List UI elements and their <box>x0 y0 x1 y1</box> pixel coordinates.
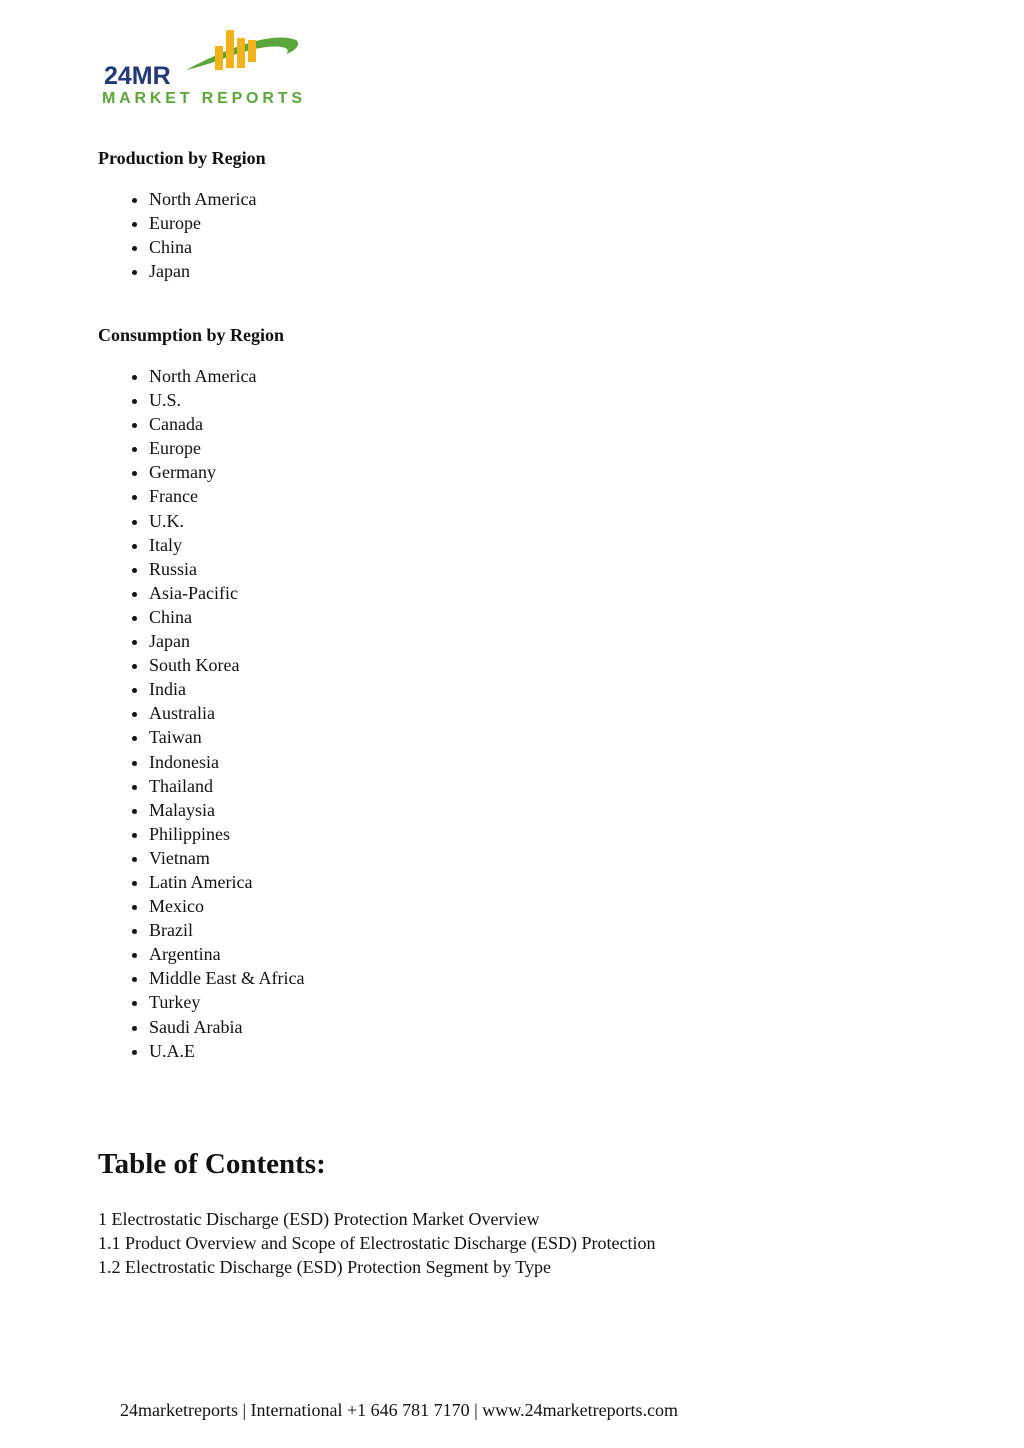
consumption-region-item: • Mexico <box>149 894 304 918</box>
toc-lines <box>98 1207 656 1279</box>
company-logo <box>100 26 305 108</box>
consumption-region-item: • U.K. <box>149 509 304 533</box>
consumption-region-item: • Germany <box>149 460 304 484</box>
consumption-region-item: • Latin America <box>149 870 304 894</box>
consumption-region-item: • Argentina <box>149 942 304 966</box>
toc-heading: Table of Contents: <box>98 1148 326 1180</box>
consumption-region-item: • Brazil <box>149 918 304 942</box>
consumption-region-item: • Australia <box>149 701 304 725</box>
consumption-region-item: • South Korea <box>149 653 304 677</box>
consumption-region-item: • Taiwan <box>149 725 304 749</box>
production-region-item: • North America <box>149 187 256 211</box>
production-title: Production by Region <box>98 148 266 168</box>
logo-bottom-text: MARKET REPORTS <box>102 90 302 107</box>
consumption-region-item: • Indonesia <box>149 750 304 774</box>
toc-line: 1.2 Electrostatic Discharge (ESD) Protection Segment by Type <box>98 1257 551 1277</box>
production-region-item: • Europe <box>149 211 256 235</box>
consumption-region-item: • Saudi Arabia <box>149 1015 304 1039</box>
consumption-region-list <box>98 364 304 1063</box>
toc-line: 1.1 Product Overview and Scope of Electrostatic Discharge (ESD) Protection <box>98 1233 656 1253</box>
consumption-region-item: • Philippines <box>149 822 304 846</box>
consumption-region-item: • Thailand <box>149 774 304 798</box>
consumption-title: Consumption by Region <box>98 325 285 345</box>
consumption-region-item: • Russia <box>149 557 304 581</box>
production-region-list <box>98 187 256 283</box>
consumption-region-item: • North America <box>149 364 304 388</box>
toc-line: 1 Electrostatic Discharge (ESD) Protection Market Overview <box>98 1209 540 1229</box>
consumption-region-item: • Malaysia <box>149 798 304 822</box>
consumption-region-item: • U.S. <box>149 388 304 412</box>
consumption-region-item: • U.A.E <box>149 1039 304 1063</box>
logo-top-text: 24MR <box>104 62 171 90</box>
consumption-region-item: • Vietnam <box>149 846 304 870</box>
consumption-region-item: • France <box>149 484 304 508</box>
consumption-region-item: • Middle East & Africa <box>149 966 304 990</box>
consumption-region-item: • Italy <box>149 533 304 557</box>
consumption-region-item: • Japan <box>149 629 304 653</box>
consumption-region-item: • Europe <box>149 436 304 460</box>
consumption-region-item: • China <box>149 605 304 629</box>
production-region-item: • China <box>149 235 256 259</box>
consumption-region-item: • Turkey <box>149 990 304 1014</box>
page-footer: 24marketreports | International +1 646 781 7170 | www.24marketreports.com <box>120 1400 679 1420</box>
consumption-region-item: • Asia-Pacific <box>149 581 304 605</box>
consumption-region-item: • India <box>149 677 304 701</box>
production-region-item: • Japan <box>149 259 256 283</box>
consumption-region-item: • Canada <box>149 412 304 436</box>
